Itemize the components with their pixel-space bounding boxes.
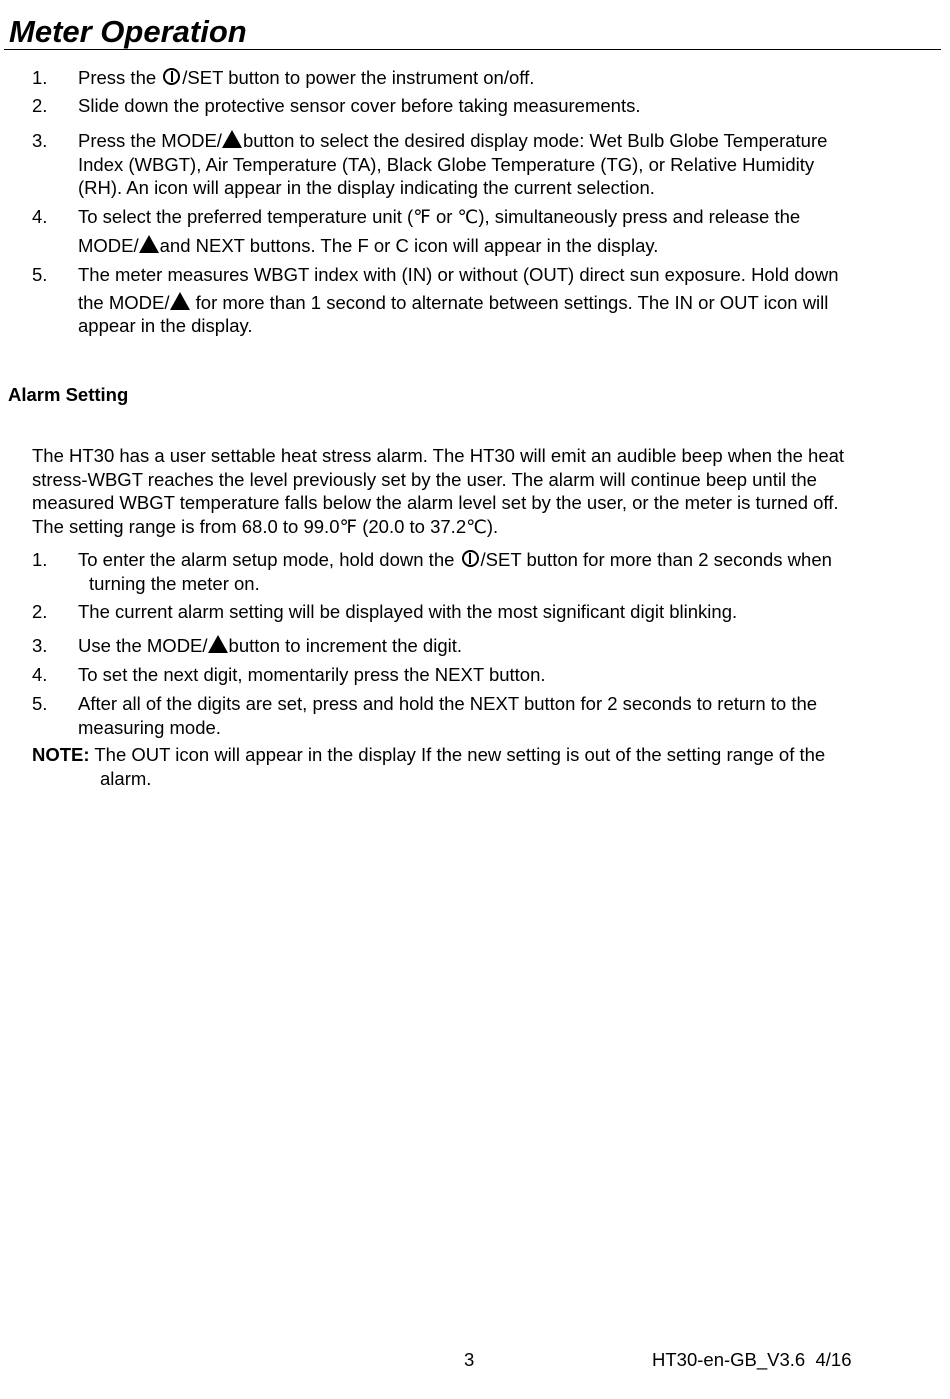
step-number: 5.: [32, 693, 48, 714]
step-text: turning the meter on.: [89, 572, 260, 594]
paragraph-line: stress-WBGT reaches the level previously set by the user. The alarm will continue beep until the: [32, 468, 817, 490]
step-number: 2.: [32, 95, 48, 116]
step-text: Index (WBGT), Air Temperature (TA), Black Globe Temperature (TG), or Relative Humidity: [78, 153, 815, 175]
note: [32, 743, 932, 790]
step-text: After all of the digits are set, press and hold the NEXT button for 2 seconds to return to the: [78, 693, 818, 714]
step-text: appear in the display.: [78, 315, 253, 336]
step-text: Use the MODE/: [78, 635, 208, 656]
mode-up-triangle-icon: [208, 635, 228, 653]
note-label: NOTE:: [32, 744, 90, 765]
step-text: button to increment the digit.: [228, 635, 462, 656]
step-text: measuring mode.: [78, 716, 221, 738]
alarm-setting-heading: Alarm Setting: [8, 384, 129, 405]
step-text: Press the MODE/: [78, 130, 222, 151]
page-number: 3: [464, 1349, 475, 1370]
step-number: 3.: [32, 130, 48, 151]
mode-up-triangle-icon: [170, 292, 190, 310]
step-number: 4.: [32, 664, 48, 685]
step-text: button to select the desired display mode: Wet Bulb Globe Temperature: [242, 130, 828, 151]
paragraph-line: The setting range is from 68.0 to 99.0℉ (20.0 to 37.2℃).: [32, 515, 499, 537]
title-underline: [4, 49, 941, 50]
step-text: /SET button for more than 2 seconds when: [480, 549, 832, 570]
step-text: MODE/: [78, 234, 139, 256]
step-number: 1.: [32, 549, 48, 570]
step-text: (RH). An icon will appear in the display indicating the current selection.: [78, 177, 655, 198]
step-text: To enter the alarm setup mode, hold down the: [78, 549, 460, 570]
mode-up-triangle-icon: [139, 235, 159, 253]
alarm-intro-paragraph: [32, 444, 937, 538]
step-number: 5.: [32, 264, 48, 285]
paragraph-line: The HT30 has a user settable heat stress alarm. The HT30 will emit an audible beep when the heat: [32, 445, 845, 466]
step-text: To set the next digit, momentarily press the NEXT button.: [78, 664, 546, 685]
note-text: alarm.: [100, 767, 152, 789]
step-number: 3.: [32, 635, 48, 656]
step-text: and NEXT buttons. The F or C icon will appear in the display.: [159, 234, 659, 256]
step-text: The current alarm setting will be displayed with the most significant digit blinking.: [78, 601, 738, 622]
power-icon: [462, 550, 479, 567]
step-number: 2.: [32, 601, 48, 622]
step-text: Slide down the protective sensor cover before taking measurements.: [78, 95, 641, 116]
power-icon: [163, 68, 180, 85]
paragraph-line: measured WBGT temperature falls below the alarm level set by the user, or the meter is turned off.: [32, 492, 839, 513]
step-text: Press the: [78, 67, 162, 88]
step-text: /SET button to power the instrument on/off.: [182, 67, 535, 88]
step-number: 4.: [32, 206, 48, 227]
step-text: The meter measures WBGT index with (IN) or without (OUT) direct sun exposure. Hold down: [78, 264, 839, 285]
step-text: for more than 1 second to alternate between settings. The IN or OUT icon will: [190, 291, 829, 313]
note-text: The OUT icon will appear in the display If the new setting is out of the setting range of the: [89, 744, 826, 765]
page-title: Meter Operation: [9, 14, 247, 49]
step-text: the MODE/: [78, 291, 170, 313]
mode-up-triangle-icon: [222, 130, 242, 148]
step-text: To select the preferred temperature unit (℉ or ℃), simultaneously press and release the: [78, 206, 801, 227]
step-number: 1.: [32, 67, 48, 88]
document-version: HT30-en-GB_V3.6 4/16: [652, 1349, 852, 1370]
